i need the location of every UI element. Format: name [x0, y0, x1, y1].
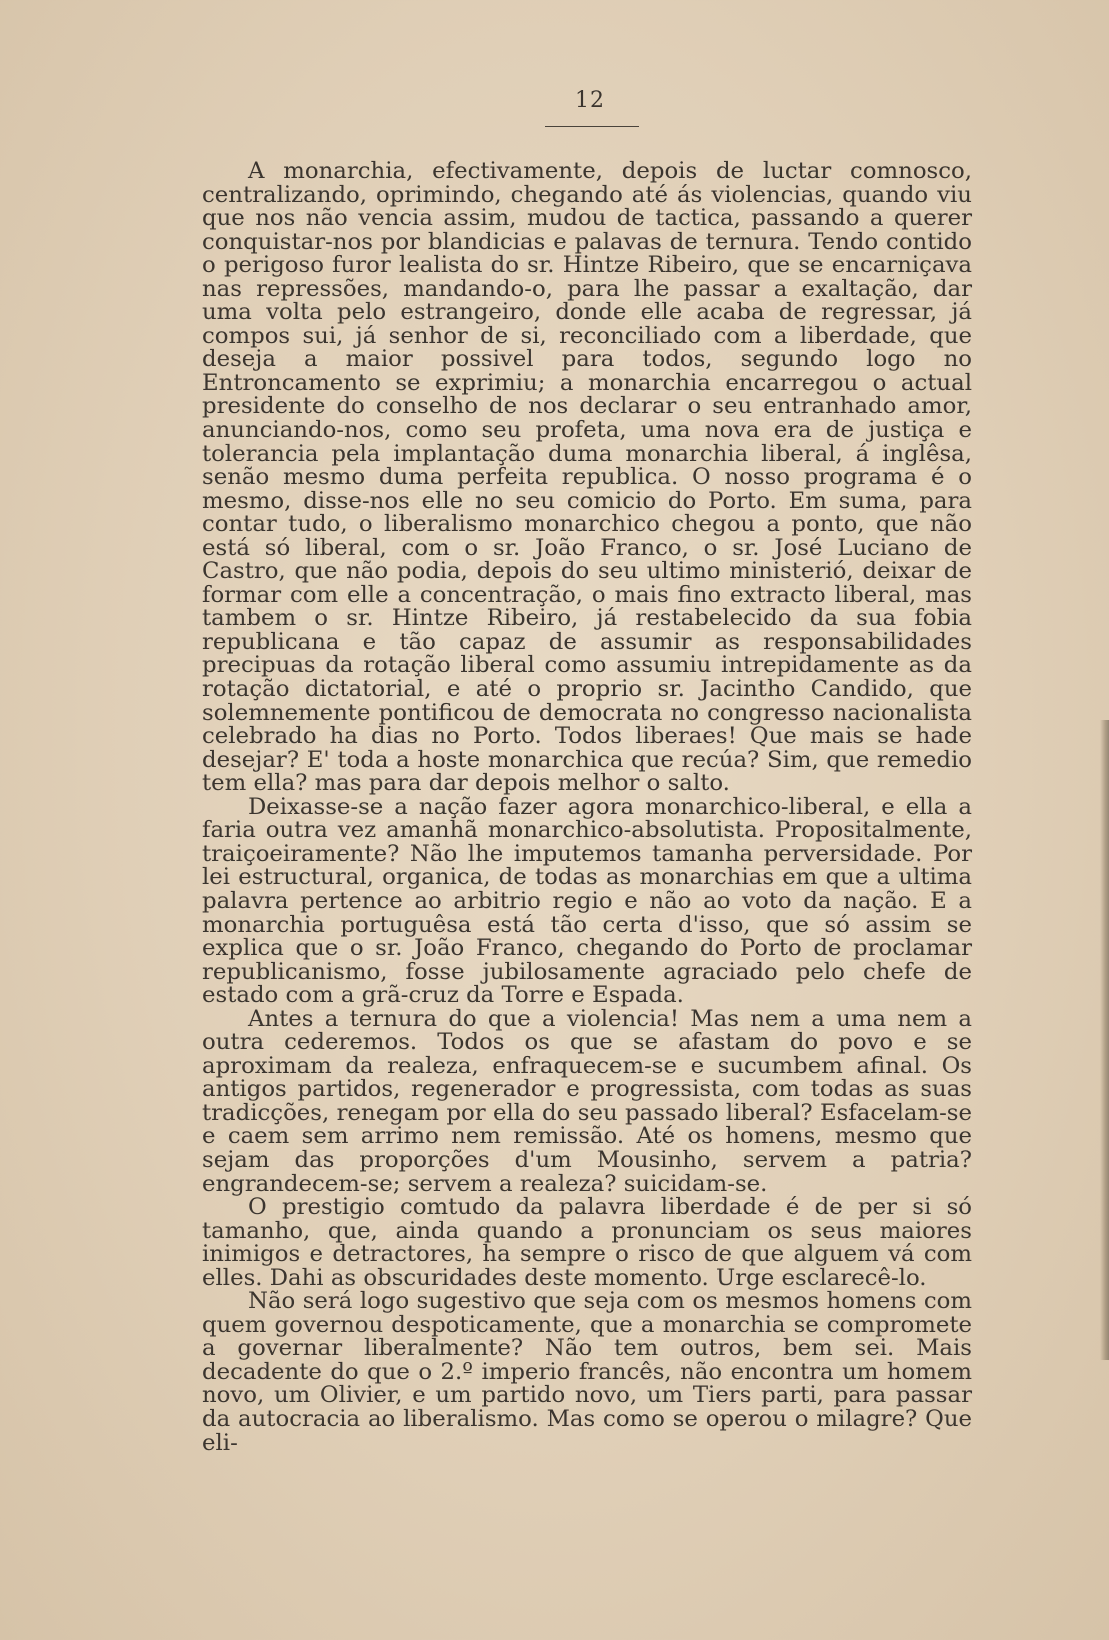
header-rule: [545, 126, 639, 127]
paragraph-4: O prestigio comtudo da palavra liberdade é de per si só tamanho, que, ainda quando a pronunciam os seus maiores inimigos e detractores, ha sempre o risco de que alguem vá com elles. Dahi as obscuridades deste momento. Urge esclarecê-lo.: [202, 1194, 972, 1291]
paragraph-2: Deixasse-se a nação fazer agora monarchico-liberal, e ella a faria outra vez amanhã monarchico-absolutista. Propositalmente, traiçoeiramente? Não lhe imputemos tamanha perversidade. Por lei estructural, organica, de todas as monarchias em que a ultima palavra pertence ao arbitrio regio e não ao voto da nação. E a monarchia portuguêsa está tão certa d'isso, que só assim se explica que o sr. João Franco, chegando do Porto de proclamar republicanismo, fosse jubilosamente agraciado pelo chefe de estado com a grã-cruz da Torre e Espada.: [202, 793, 972, 1009]
paragraph-1: A monarchia, efectivamente, depois de luctar comnosco, centralizando, oprimindo, chegando até ás violencias, quando viu que nos não vencia assim, mudou de tactica, passando a querer conquistar-nos por blandicias e palavas de ternura. Tendo contido o perigoso furor lealista do sr. Hintze Ribeiro, que se encarniçava nas repressões, mandando-o, para lhe passar a exaltação, dar uma volta pelo estrangeiro, donde elle acaba de regressar, já compos sui, já senhor de si, reconciliado com a liberdade, que deseja a maior possivel para todos, segundo logo no Entroncamento se exprimiu; a monarchia encarregou o actual presidente do conselho de nos declarar o seu entranhado amor, anunciando-nos, como seu profeta, uma nova era de justiça e tolerancia pela implantação duma monarchia liberal, á inglêsa, senão mesmo duma perfeita republica. O nosso programa é o mesmo, disse-nos elle no seu comicio do Porto. Em suma, para contar tudo, o liberalismo monarchico chegou a ponto, que não está só liberal, com o sr. João Franco, o sr. José Luciano de Castro, que não podia, depois do seu ultimo ministerió, deixar de formar com elle a concentração, o mais fino extracto liberal, mas tambem o sr. Hintze Ribeiro, já restabelecido da sua fobia republicana e tão capaz de assumir as responsabilidades precipuas da rotação liberal como assumiu intrepidamente as da rotação dictatorial, e até o proprio sr. Jacintho Candido, que solemnemente pontificou de democrata no congresso nacionalista celebrado ha dias no Porto. Todos liberaes! Que mais se hade desejar? E' toda a hoste monarchica que recúa? Sim, que remedio tem ella? mas para dar depois melhor o salto.: [202, 158, 972, 797]
body-text: [202, 160, 972, 1455]
page-edge-shadow: [1100, 720, 1109, 1360]
paragraph-5: Não será logo sugestivo que seja com os mesmos homens com quem governou despoticamente, que a monarchia se compromete a governar liberalmente? Não tem outros, bem sei. Mais decadente do que o 2.º imperio francês, não encontra um homem novo, um Olivier, e um partido novo, um Tiers parti, para passar da autocracia ao liberalismo. Mas como se operou o milagre? Que eli-: [202, 1288, 972, 1456]
page-number: 12: [575, 88, 605, 113]
paragraph-3: Antes a ternura do que a violencia! Mas nem a uma nem a outra cederemos. Todos os que se afastam do povo e se aproximam da realeza, enfraquecem-se e sucumbem afinal. Os antigos partidos, regenerador e progressista, com todas as suas tradicções, renegam por ella do seu passado liberal? Esfacelam-se e caem sem arrimo nem remissão. Até os homens, mesmo que sejam das proporções d'um Mousinho, servem a patria? engrandecem-se; servem a realeza? suicidam-se.: [202, 1005, 972, 1197]
